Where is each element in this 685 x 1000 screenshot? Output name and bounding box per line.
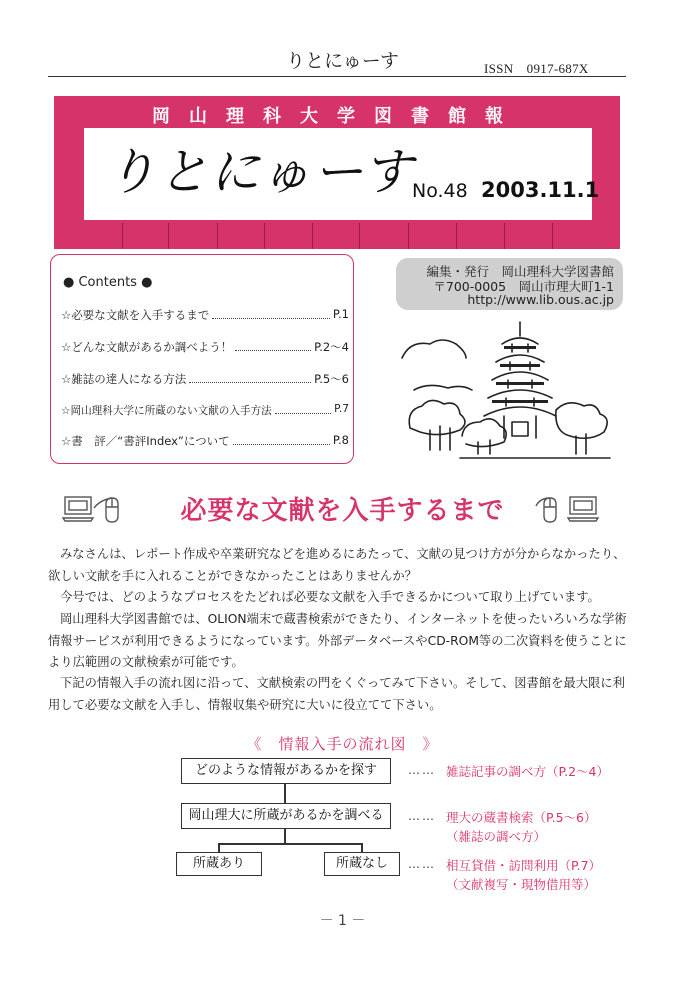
flow-dots: …… [408, 809, 436, 823]
contents-box [50, 254, 354, 464]
toc-item[interactable] [61, 403, 349, 418]
issn-number: ISSN 0917-687X [484, 61, 589, 76]
masthead-divider [217, 223, 218, 249]
toc-leader [235, 339, 311, 351]
toc-item-page: P.2～4 [314, 340, 349, 354]
toc-leader [189, 371, 311, 383]
header-rule [48, 76, 626, 77]
toc-item-title: ☆岡山理科大学に所蔵のない文献の入手方法 [61, 405, 272, 417]
toc-leader [275, 403, 331, 414]
flow-branch-not-held: 所蔵なし [324, 852, 400, 876]
issue-number: No.48 [412, 180, 468, 202]
flow-step-find-info: どのような情報があるかを探す [181, 758, 391, 784]
toc-item-title: ☆書 評／“書評Index”について [61, 434, 230, 448]
toc-item[interactable] [61, 433, 349, 449]
masthead-divider [312, 223, 313, 249]
masthead-divider [504, 223, 505, 249]
editorial-url[interactable]: http://www.lib.ous.ac.jp [467, 292, 614, 307]
flowchart-title: 《 情報入手の流れ図 》 [246, 735, 439, 753]
masthead-org-banner: 岡山理科大学図書館報 [152, 106, 522, 127]
flow-step-check-holdings: 岡山理大に所蔵があるかを調べる [181, 803, 391, 829]
flow-connector [284, 828, 286, 843]
masthead-divider [552, 223, 553, 249]
toc-leader [212, 307, 330, 319]
page-number: － 1 － [319, 913, 366, 929]
toc-item[interactable] [61, 371, 349, 387]
masthead-divider [408, 223, 409, 249]
intro-paragraph: 岡山理科大学図書館では、OLION端末で蔵書検索ができたり、インターネットを使ったいろいろな学術情報サービスが利用できるようになっています。外部データベースやCD-ROM等の二次資料を使うことにより広範囲の文献検索が可能です。 [48, 612, 627, 669]
intro-paragraph: みなさんは、レポート作成や卒業研究などを進めるにあたって、文献の見つけ方が分からなかったり、欲しい文献を手に入れることができなかったことはありませんか？ [48, 547, 626, 583]
issue-date: 2003.11.1 [481, 178, 600, 202]
editorial-info-box [396, 258, 623, 310]
masthead-divider [264, 223, 265, 249]
toc-item[interactable] [61, 339, 349, 355]
flow-note-catalog: 理大の蔵書検索（P.5～6） [446, 810, 597, 825]
running-header-title: りとにゅーす [286, 50, 399, 72]
editorial-address: 〒700-0005 岡山市理大町1-1 [433, 279, 614, 294]
flow-note-ill-sub: （文献複写・現物借用等） [446, 877, 597, 892]
masthead [54, 96, 620, 249]
masthead-divider [359, 223, 360, 249]
flow-note-journal: 雑誌記事の調べ方（P.2～4） [446, 764, 609, 779]
masthead-divider [122, 223, 123, 249]
flow-connector [284, 783, 286, 803]
toc-item-page: P.7 [334, 403, 349, 415]
flow-connector [218, 843, 362, 845]
masthead-divider [168, 223, 169, 249]
toc-item-page: P.8 [332, 433, 349, 447]
editorial-publisher: 編集・発行 岡山理科大学図書館 [426, 264, 614, 279]
flow-dots: …… [408, 857, 436, 871]
masthead-title: りとにゅーす [106, 143, 415, 201]
flow-note-catalog-sub: （雑誌の調べ方） [446, 829, 547, 844]
mouse-computer-icon [534, 494, 600, 524]
masthead-divider [456, 223, 457, 249]
intro-paragraph: 下記の情報入手の流れ図に沿って、文献検索の門をくぐってみて下さい。そして、図書館を最大限に利用して必要な文献を入手し、情報収集や研究に大いに役立てて下さい。 [48, 676, 625, 712]
contents-heading: ● Contents ● [63, 275, 153, 290]
section-heading: 必要な文献を入手するまで [180, 496, 505, 526]
masthead-title-box [84, 128, 600, 220]
toc-item-page: P.5～6 [314, 372, 349, 386]
flow-dots: …… [408, 763, 436, 777]
toc-item-title: ☆雑誌の達人になる方法 [61, 372, 187, 386]
intro-paragraph: 今号では、どのようなプロセスをたどれば必要な文献を入手できるかについて取り上げています。 [60, 590, 600, 604]
flow-note-ill: 相互貸借・訪問利用（P.7） [446, 858, 602, 873]
toc-item[interactable] [61, 307, 349, 323]
toc-leader [233, 433, 330, 445]
toc-item-page: P.1 [332, 307, 349, 321]
toc-item-title: ☆必要な文献を入手するまで [61, 308, 210, 322]
pagoda-illustration [400, 318, 630, 466]
flow-branch-held: 所蔵あり [176, 852, 262, 876]
toc-item-title: ☆どんな文献があるか調べよう！ [61, 340, 233, 354]
